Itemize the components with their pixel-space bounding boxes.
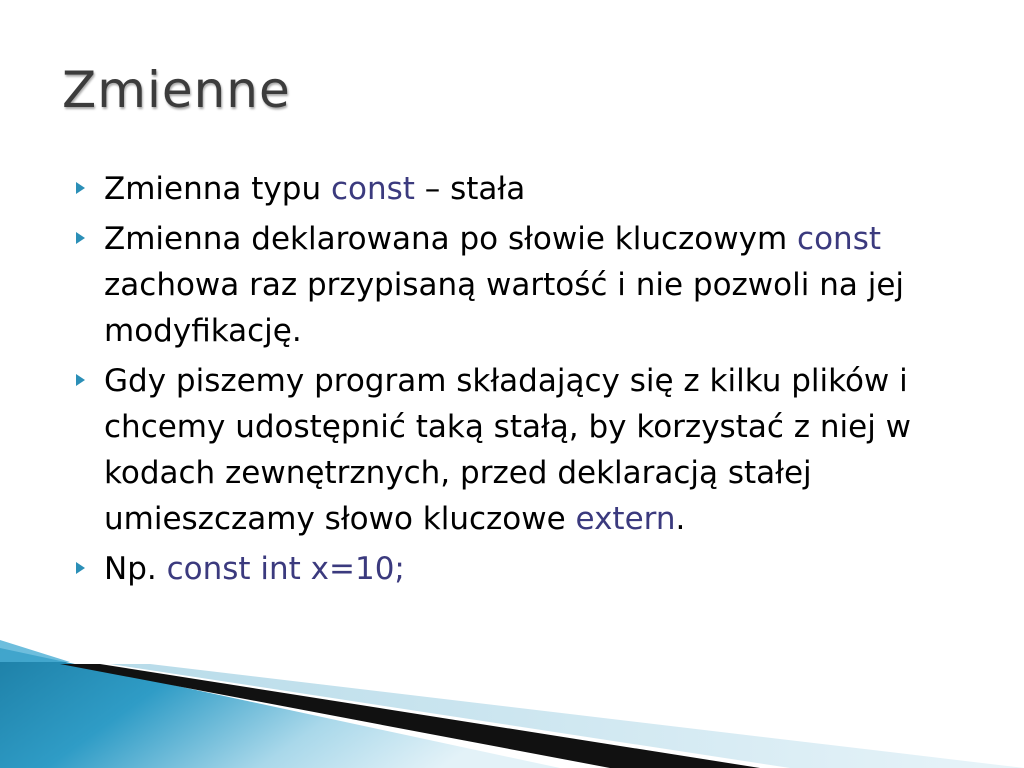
bullet-text: Np. [104, 551, 167, 587]
bullet-item [76, 358, 936, 542]
bullet-arrow-icon [76, 374, 85, 386]
bullet-arrow-icon [76, 232, 85, 244]
bullet-item [76, 216, 936, 354]
keyword-text: const int x=10; [166, 551, 405, 587]
bullet-item [76, 166, 936, 212]
keyword-text: extern [575, 501, 676, 537]
bullet-arrow-icon [76, 562, 85, 574]
bullet-arrow-icon [76, 182, 85, 194]
bullet-text: zachowa raz przypisaną wartość i nie pozwoli na jej modyfikację. [104, 267, 905, 349]
bullet-text: – stała [414, 171, 526, 207]
keyword-text: const [797, 221, 881, 257]
bullet-text: Zmienna deklarowana po słowie kluczowym [104, 221, 798, 257]
bullet-list [76, 166, 936, 596]
keyword-text: const [330, 171, 415, 207]
bullet-text: Zmienna typu [104, 171, 331, 207]
decorative-wave-graphic [0, 600, 1024, 768]
slide-title: Zmienne [62, 61, 291, 119]
bullet-item [76, 546, 936, 592]
bullet-text: Gdy piszemy program składający się z kilku plików i chcemy udostępnić taką stałą, by korzystać z niej w kodach zewnętrznych, przed deklaracją stałej umieszczamy słowo kluczowe [104, 363, 912, 537]
bullet-text: . [675, 501, 686, 537]
